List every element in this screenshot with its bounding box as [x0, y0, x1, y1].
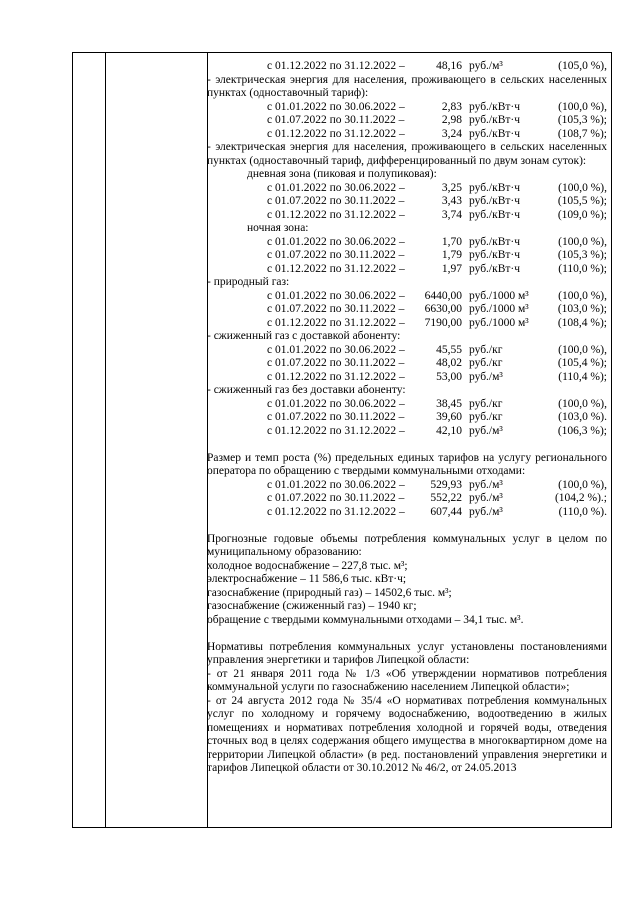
- section-title: - сжиженный газ без доставки абоненту:: [207, 384, 406, 396]
- tariff-row: с 01.12.2022 по 31.12.2022 – 48,16 руб./м³ (105,0 %),: [267, 60, 607, 72]
- norm-item: - от 21 января 2011 года № 1/3 «Об утверждении нормативов потребления коммунальной услуги по газоснабжению населением Липецкой области»;: [207, 667, 607, 693]
- tariff-list: [207, 101, 607, 142]
- section-title: Размер и темп роста (%) предельных единых тарифов на услугу регионального оператора по обращению с твердыми коммунальными отходами:: [207, 451, 607, 477]
- section-title: Прогнозные годовые объемы потребления коммунальных услуг в целом по муниципальному образованию:: [207, 532, 607, 558]
- section-title: - электрическая энергия для населения, проживающего в сельских населенных пунктах (одноставочный тариф):: [207, 73, 607, 99]
- tariff-row: с 01.12.2022 по 31.12.2022 – 3,74 руб./кВт·ч (109,0 %);: [267, 208, 607, 221]
- tariff-row: с 01.07.2022 по 30.11.2022 – 2,98 руб./кВт·ч (105,3 %);: [267, 114, 607, 126]
- tariff-row: с 01.12.2022 по 31.12.2022 – 42,10 руб./м³ (106,3 %);: [267, 424, 607, 437]
- tariff-list: [207, 344, 607, 385]
- volume-list: [207, 560, 607, 628]
- subsection-label: ночная зона:: [247, 222, 309, 234]
- volume-line: газоснабжение (сжиженный газ) – 1940 кг;: [207, 600, 417, 612]
- table-column-number: [73, 53, 106, 827]
- tariff-row: с 01.01.2022 по 30.06.2022 – 38,45 руб./кг (100,0 %),: [267, 397, 607, 410]
- tariff-list: [207, 236, 607, 277]
- section-title: - сжиженный газ с доставкой абоненту:: [207, 330, 401, 342]
- tariff-row: с 01.12.2022 по 31.12.2022 – 3,24 руб./кВт·ч (108,7 %);: [267, 127, 607, 140]
- volume-line: электроснабжение – 11 586,6 тыс. кВт·ч;: [207, 573, 407, 585]
- tariff-row: с 01.01.2022 по 30.06.2022 – 6440,00 руб./1000 м³ (100,0 %),: [267, 289, 607, 302]
- table-content-cell: [207, 60, 607, 776]
- volume-line: холодное водоснабжение – 227,8 тыс. м³;: [207, 559, 408, 572]
- volume-line: газоснабжение (природный газ) – 14502,6 тыс. м³;: [207, 586, 452, 599]
- norm-item: - от 24 августа 2012 года № 35/4 «О нормативах потребления коммунальных услуг по холодному и горячему водоснабжению, водоотведению в жилых помещениях и нормативах потребления холодной и горячей воды, отведения сточных вод в целях содержания общего имущества в многоквартирном доме на территории Липецкой области» (в ред. постановлений управления энергетики и тарифов Липецкой области от 30.10.2012 № 46/2, от 24.05.2013: [207, 694, 607, 774]
- tariff-row: с 01.01.2022 по 30.06.2022 – 45,55 руб./кг (100,0 %),: [267, 343, 607, 356]
- tariff-row: с 01.01.2022 по 30.06.2022 – 1,70 руб./кВт·ч (100,0 %),: [267, 235, 607, 248]
- tariff-list: [207, 479, 607, 520]
- tariff-row: с 01.12.2022 по 31.12.2022 – 607,44 руб./м³ (110,0 %).: [267, 505, 607, 518]
- section-title: Нормативы потребления коммунальных услуг установлены постановлениями управления энергетики и тарифов Липецкой области:: [207, 640, 607, 666]
- tariff-row: с 01.01.2022 по 30.06.2022 – 529,93 руб./м³ (100,0 %),: [267, 478, 607, 491]
- table-column-name: [105, 53, 208, 827]
- tariff-row: с 01.01.2022 по 30.06.2022 – 2,83 руб./кВт·ч (100,0 %),: [267, 100, 607, 113]
- tariff-list: [207, 182, 607, 223]
- tariff-list: [207, 290, 607, 331]
- tariff-row: с 01.01.2022 по 30.06.2022 – 3,25 руб./кВт·ч (100,0 %),: [267, 181, 607, 194]
- tariff-row: с 01.07.2022 по 30.11.2022 – 552,22 руб./м³ (104,2 %).;: [267, 492, 607, 504]
- tariff-row: с 01.07.2022 по 30.11.2022 – 39,60 руб./кг (103,0 %).: [267, 411, 607, 423]
- tariff-list: [207, 398, 607, 439]
- section-title: - природный газ:: [207, 276, 290, 288]
- tariff-row: с 01.07.2022 по 30.11.2022 – 48,02 руб./кг (105,4 %);: [267, 357, 607, 369]
- section-title: - электрическая энергия для населения, проживающего в сельских населенных пунктах (одноставочный тариф, дифференцированный по двум зонам суток):: [207, 141, 607, 167]
- tariff-row: с 01.07.2022 по 30.11.2022 – 3,43 руб./кВт·ч (105,5 %);: [267, 195, 607, 207]
- tariff-row: с 01.12.2022 по 31.12.2022 – 7190,00 руб./1000 м³ (108,4 %);: [267, 316, 607, 329]
- volume-line: обращение с твердыми коммунальными отходами – 34,1 тыс. м³.: [207, 613, 524, 626]
- tariff-row: с 01.12.2022 по 31.12.2022 – 1,97 руб./кВт·ч (110,0 %);: [267, 262, 607, 275]
- tariff-row: с 01.07.2022 по 30.11.2022 – 6630,00 руб./1000 м³ (103,0 %);: [267, 303, 607, 315]
- tariff-row: с 01.12.2022 по 31.12.2022 – 53,00 руб./м³ (110,4 %);: [267, 370, 607, 383]
- tariff-row: с 01.07.2022 по 30.11.2022 – 1,79 руб./кВт·ч (105,3 %);: [267, 249, 607, 261]
- subsection-label: дневная зона (пиковая и полупиковая):: [247, 168, 437, 180]
